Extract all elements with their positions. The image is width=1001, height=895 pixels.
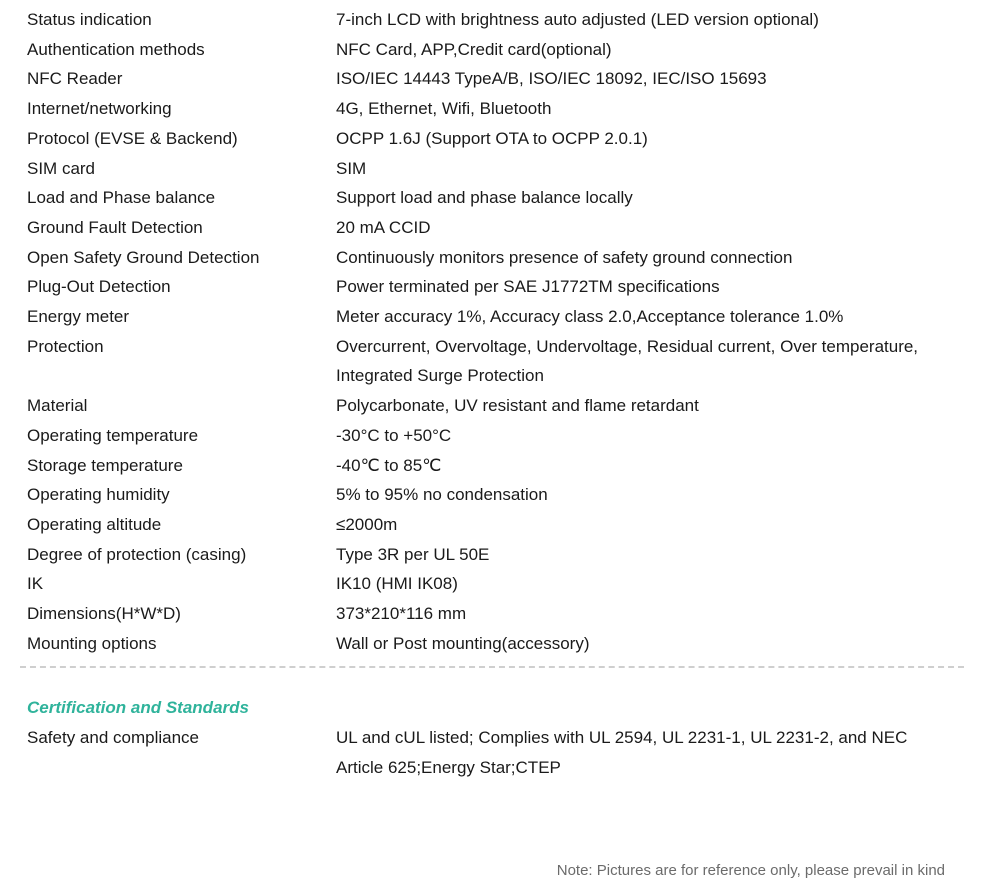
spec-label: Operating temperature	[27, 425, 199, 445]
spec-row-protection	[27, 332, 967, 362]
spec-row-status-indication	[27, 5, 967, 35]
spec-row-material	[27, 391, 967, 421]
spec-label: Storage temperature	[27, 455, 183, 475]
spec-row-operating-temperature	[27, 421, 967, 451]
section-divider	[20, 666, 964, 668]
spec-value: 5% to 95% no condensation	[336, 485, 548, 505]
spec-label: Protection	[27, 336, 104, 356]
spec-row-operating-altitude	[27, 510, 967, 540]
spec-row-load-phase-balance	[27, 183, 967, 213]
spec-row-protection-continued	[27, 361, 967, 391]
spec-label: Ground Fault Detection	[27, 217, 203, 237]
spec-label: IK	[27, 574, 44, 594]
spec-row-ground-fault-detection	[27, 213, 967, 243]
spec-row-operating-humidity	[27, 480, 967, 510]
spec-label: Load and Phase balance	[27, 188, 216, 208]
spec-row-ik	[27, 569, 967, 599]
spec-label: Safety and compliance	[27, 728, 199, 747]
spec-value: SIM	[336, 158, 367, 178]
spec-value: 373*210*116 mm	[336, 604, 467, 624]
spec-row-energy-meter	[27, 302, 967, 332]
spec-row-internet-networking	[27, 94, 967, 124]
spec-row-degree-of-protection	[27, 540, 967, 570]
spec-value: Power terminated per SAE J1772TM specifications	[336, 277, 720, 297]
spec-value: 4G, Ethernet, Wifi, Bluetooth	[336, 99, 552, 119]
spec-row-authentication-methods	[27, 35, 967, 65]
spec-value: IK10 (HMI IK08)	[336, 574, 458, 594]
spec-label: Protocol (EVSE & Backend)	[27, 128, 238, 148]
spec-label: Energy meter	[27, 307, 130, 327]
spec-label: Plug-Out Detection	[27, 277, 171, 297]
spec-label-empty	[27, 361, 336, 391]
spec-label: Operating humidity	[27, 485, 170, 505]
spec-row-dimensions	[27, 599, 967, 629]
spec-label: Dimensions(H*W*D)	[27, 604, 181, 624]
spec-value: ISO/IEC 14443 TypeA/B, ISO/IEC 18092, IEC/ISO 15693	[336, 69, 767, 89]
spec-row-sim-card	[27, 154, 967, 184]
spec-label: Degree of protection (casing)	[27, 544, 247, 564]
spec-row-plug-out-detection	[27, 272, 967, 302]
spec-value: 20 mA CCID	[336, 217, 431, 237]
spec-row-storage-temperature	[27, 451, 967, 481]
spec-label: Authentication methods	[27, 39, 205, 59]
spec-row-safety-compliance	[27, 723, 967, 782]
spec-value: Continuously monitors presence of safety ground connection	[336, 247, 793, 267]
spec-value: Support load and phase balance locally	[336, 188, 633, 208]
spec-value: -30°C to +50°C	[336, 425, 452, 445]
spec-value: 7-inch LCD with brightness auto adjusted (LED version optional)	[336, 10, 819, 29]
reference-note: Note: Pictures are for reference only, please prevail in kind	[556, 862, 945, 879]
certification-heading: Certification and Standards	[27, 698, 249, 717]
spec-label: SIM card	[27, 158, 96, 178]
spec-row-mounting-options	[27, 629, 967, 659]
spec-value: ≤2000m	[336, 514, 398, 534]
spec-label: Operating altitude	[27, 514, 162, 534]
spec-label: Material	[27, 396, 88, 416]
spec-label: Status indication	[27, 10, 152, 29]
spec-value: Type 3R per UL 50E	[336, 544, 490, 564]
spec-label: NFC Reader	[27, 69, 123, 89]
spec-label: Internet/networking	[27, 99, 172, 119]
spec-label: Mounting options	[27, 633, 157, 653]
spec-row-protocol	[27, 124, 967, 154]
spec-value: Overcurrent, Overvoltage, Undervoltage, Residual current, Over temperature,	[336, 336, 919, 356]
certification-table	[27, 723, 967, 782]
spec-value: OCPP 1.6J (Support OTA to OCPP 2.0.1)	[336, 128, 648, 148]
spec-value: Wall or Post mounting(accessory)	[336, 633, 590, 653]
spec-value: UL and cUL listed; Complies with UL 2594, UL 2231-1, UL 2231-2, and NEC Article 625;Energy Star;CTEP	[336, 728, 908, 777]
spec-table	[27, 5, 967, 658]
spec-value: Integrated Surge Protection	[336, 366, 544, 386]
spec-label: Open Safety Ground Detection	[27, 247, 260, 267]
spec-value: Polycarbonate, UV resistant and flame retardant	[336, 396, 699, 416]
spec-row-open-safety-ground	[27, 243, 967, 273]
spec-value: Meter accuracy 1%, Accuracy class 2.0,Acceptance tolerance 1.0%	[336, 307, 844, 327]
spec-value: -40℃ to 85℃	[336, 455, 442, 475]
spec-value: NFC Card, APP,Credit card(optional)	[336, 39, 612, 59]
spec-row-nfc-reader	[27, 64, 967, 94]
